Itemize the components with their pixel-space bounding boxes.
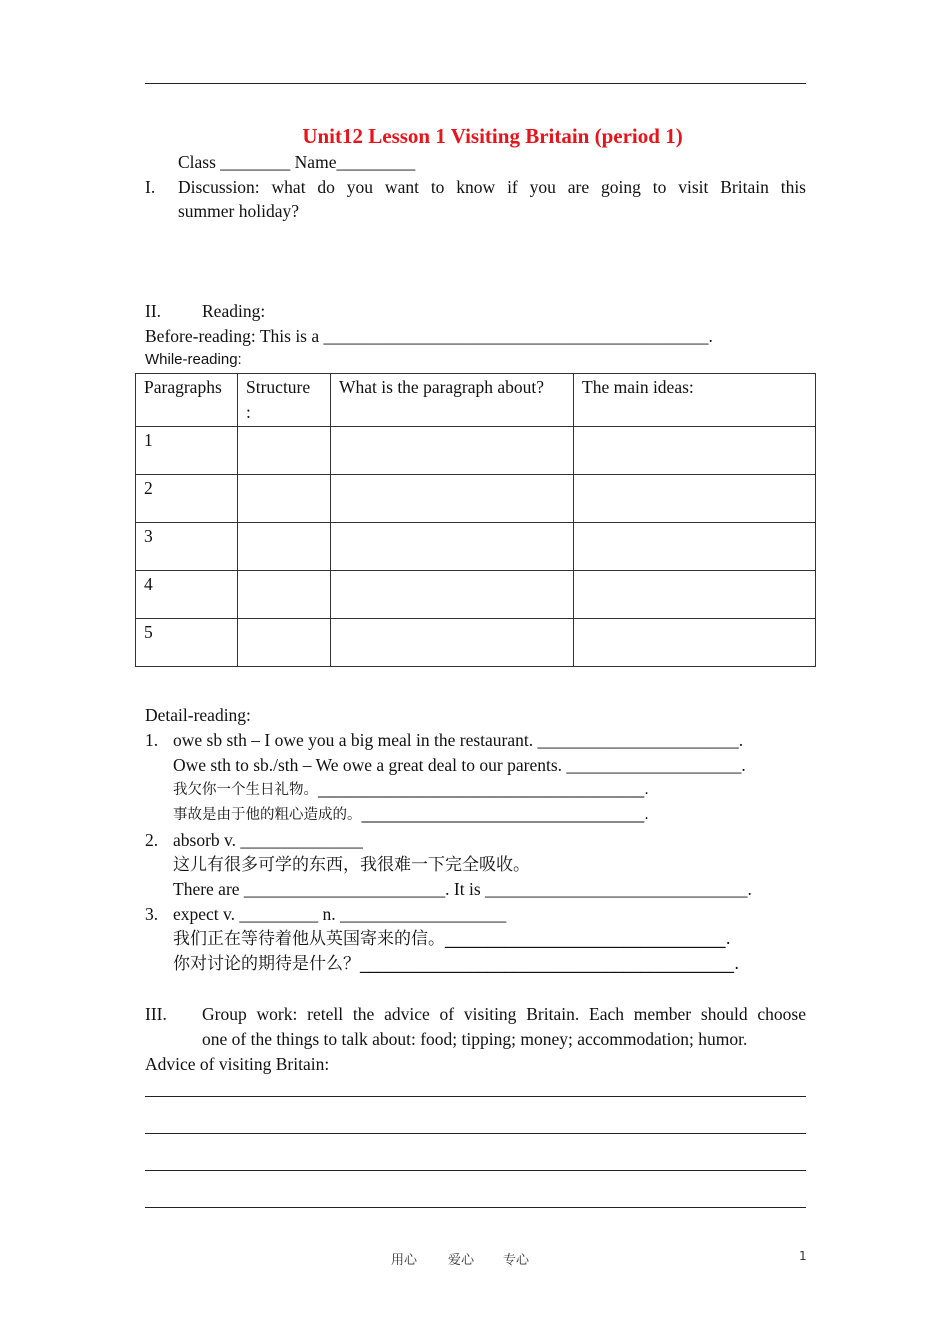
table-row: [136, 571, 816, 619]
table-header-row: [136, 374, 816, 427]
cell[interactable]: [238, 571, 331, 619]
cell[interactable]: [574, 427, 816, 475]
detail-item-text: expect v. _________ n. ___________________: [173, 904, 507, 925]
detail-item-text: 这儿有很多可学的东西，我很难一下完全吸收。: [173, 854, 530, 875]
header-rule: [145, 83, 806, 84]
row-number: 3: [136, 523, 238, 571]
row-number: 1: [136, 427, 238, 475]
cell[interactable]: [238, 475, 331, 523]
answer-line[interactable]: [145, 1096, 806, 1097]
cell[interactable]: [331, 475, 574, 523]
cell[interactable]: [331, 427, 574, 475]
class-name-line: Class ________ Name_________: [178, 152, 416, 172]
header-main-ideas: The main ideas:: [574, 374, 816, 427]
cell[interactable]: [238, 427, 331, 475]
answer-line[interactable]: [145, 1207, 806, 1208]
detail-item-text: 你对讨论的期待是什么？____________________________________________.: [173, 954, 740, 975]
header-paragraphs: Paragraphs: [136, 374, 238, 427]
reading-table: [135, 373, 816, 667]
footer-motto-1: 用心: [391, 1253, 418, 1268]
row-number: 2: [136, 475, 238, 523]
table-row: [136, 523, 816, 571]
cell[interactable]: [238, 523, 331, 571]
cell[interactable]: [331, 619, 574, 667]
detail-reading-label: Detail-reading:: [145, 705, 251, 725]
section3-number: III.: [145, 1004, 167, 1024]
section2-label: Reading:: [202, 301, 266, 321]
detail-item-text: 事故是由于他的粗心造成的。_______________________________________.: [173, 806, 649, 823]
page-title: Unit12 Lesson 1 Visiting Britain (period 1): [302, 124, 683, 148]
detail-item-number: 1.: [145, 730, 159, 750]
header-about: What is the paragraph about?: [331, 374, 574, 427]
before-reading: Before-reading: This is a ____________________________________________.: [145, 326, 713, 346]
advice-label: Advice of visiting Britain:: [145, 1054, 330, 1074]
cell[interactable]: [238, 619, 331, 667]
section1-question-cont: summer holiday?: [178, 201, 300, 221]
cell[interactable]: [574, 571, 816, 619]
cell[interactable]: [331, 571, 574, 619]
cell[interactable]: [574, 475, 816, 523]
cell[interactable]: [331, 523, 574, 571]
cell[interactable]: [574, 523, 816, 571]
section1-number: I.: [145, 177, 156, 197]
detail-item-text: Owe sth to sb./sth – We owe a great deal to our parents. ____________________.: [173, 754, 746, 775]
header-structure: Structure :: [238, 374, 331, 427]
section2-number: II.: [145, 301, 162, 321]
answer-line[interactable]: [145, 1170, 806, 1171]
cell[interactable]: [574, 619, 816, 667]
answer-line[interactable]: [145, 1133, 806, 1134]
detail-item-text: There are _______________________. It is ______________________________.: [173, 879, 752, 900]
detail-item-text: 我欠你一个生日礼物。_____________________________________________.: [173, 781, 649, 798]
detail-item-number: 3.: [145, 904, 159, 925]
page-number: 1: [799, 1249, 807, 1263]
detail-item-text: owe sb sth – I owe you a big meal in the restaurant. _______________________.: [173, 730, 744, 750]
section3-instructions-cont: one of the things to talk about: food; tipping; money; accommodation; humor.: [202, 1029, 748, 1049]
footer-motto-3: 专心: [503, 1253, 530, 1268]
detail-item-text: 我们正在等待着他从英国寄来的信。_________________________________.: [173, 929, 731, 950]
footer-motto-2: 爱心: [448, 1253, 475, 1268]
while-reading-label: While-reading:: [145, 351, 242, 368]
row-number: 5: [136, 619, 238, 667]
section3-instructions: Group work: retell the advice of visiting Britain. Each member should choose: [202, 1004, 806, 1024]
table-row: [136, 619, 816, 667]
detail-item-text: absorb v. ______________: [173, 829, 363, 850]
section1-question: Discussion: what do you want to know if you are going to visit Britain this: [178, 177, 806, 197]
row-number: 4: [136, 571, 238, 619]
table-row: [136, 427, 816, 475]
table-row: [136, 475, 816, 523]
detail-item-number: 2.: [145, 829, 159, 850]
